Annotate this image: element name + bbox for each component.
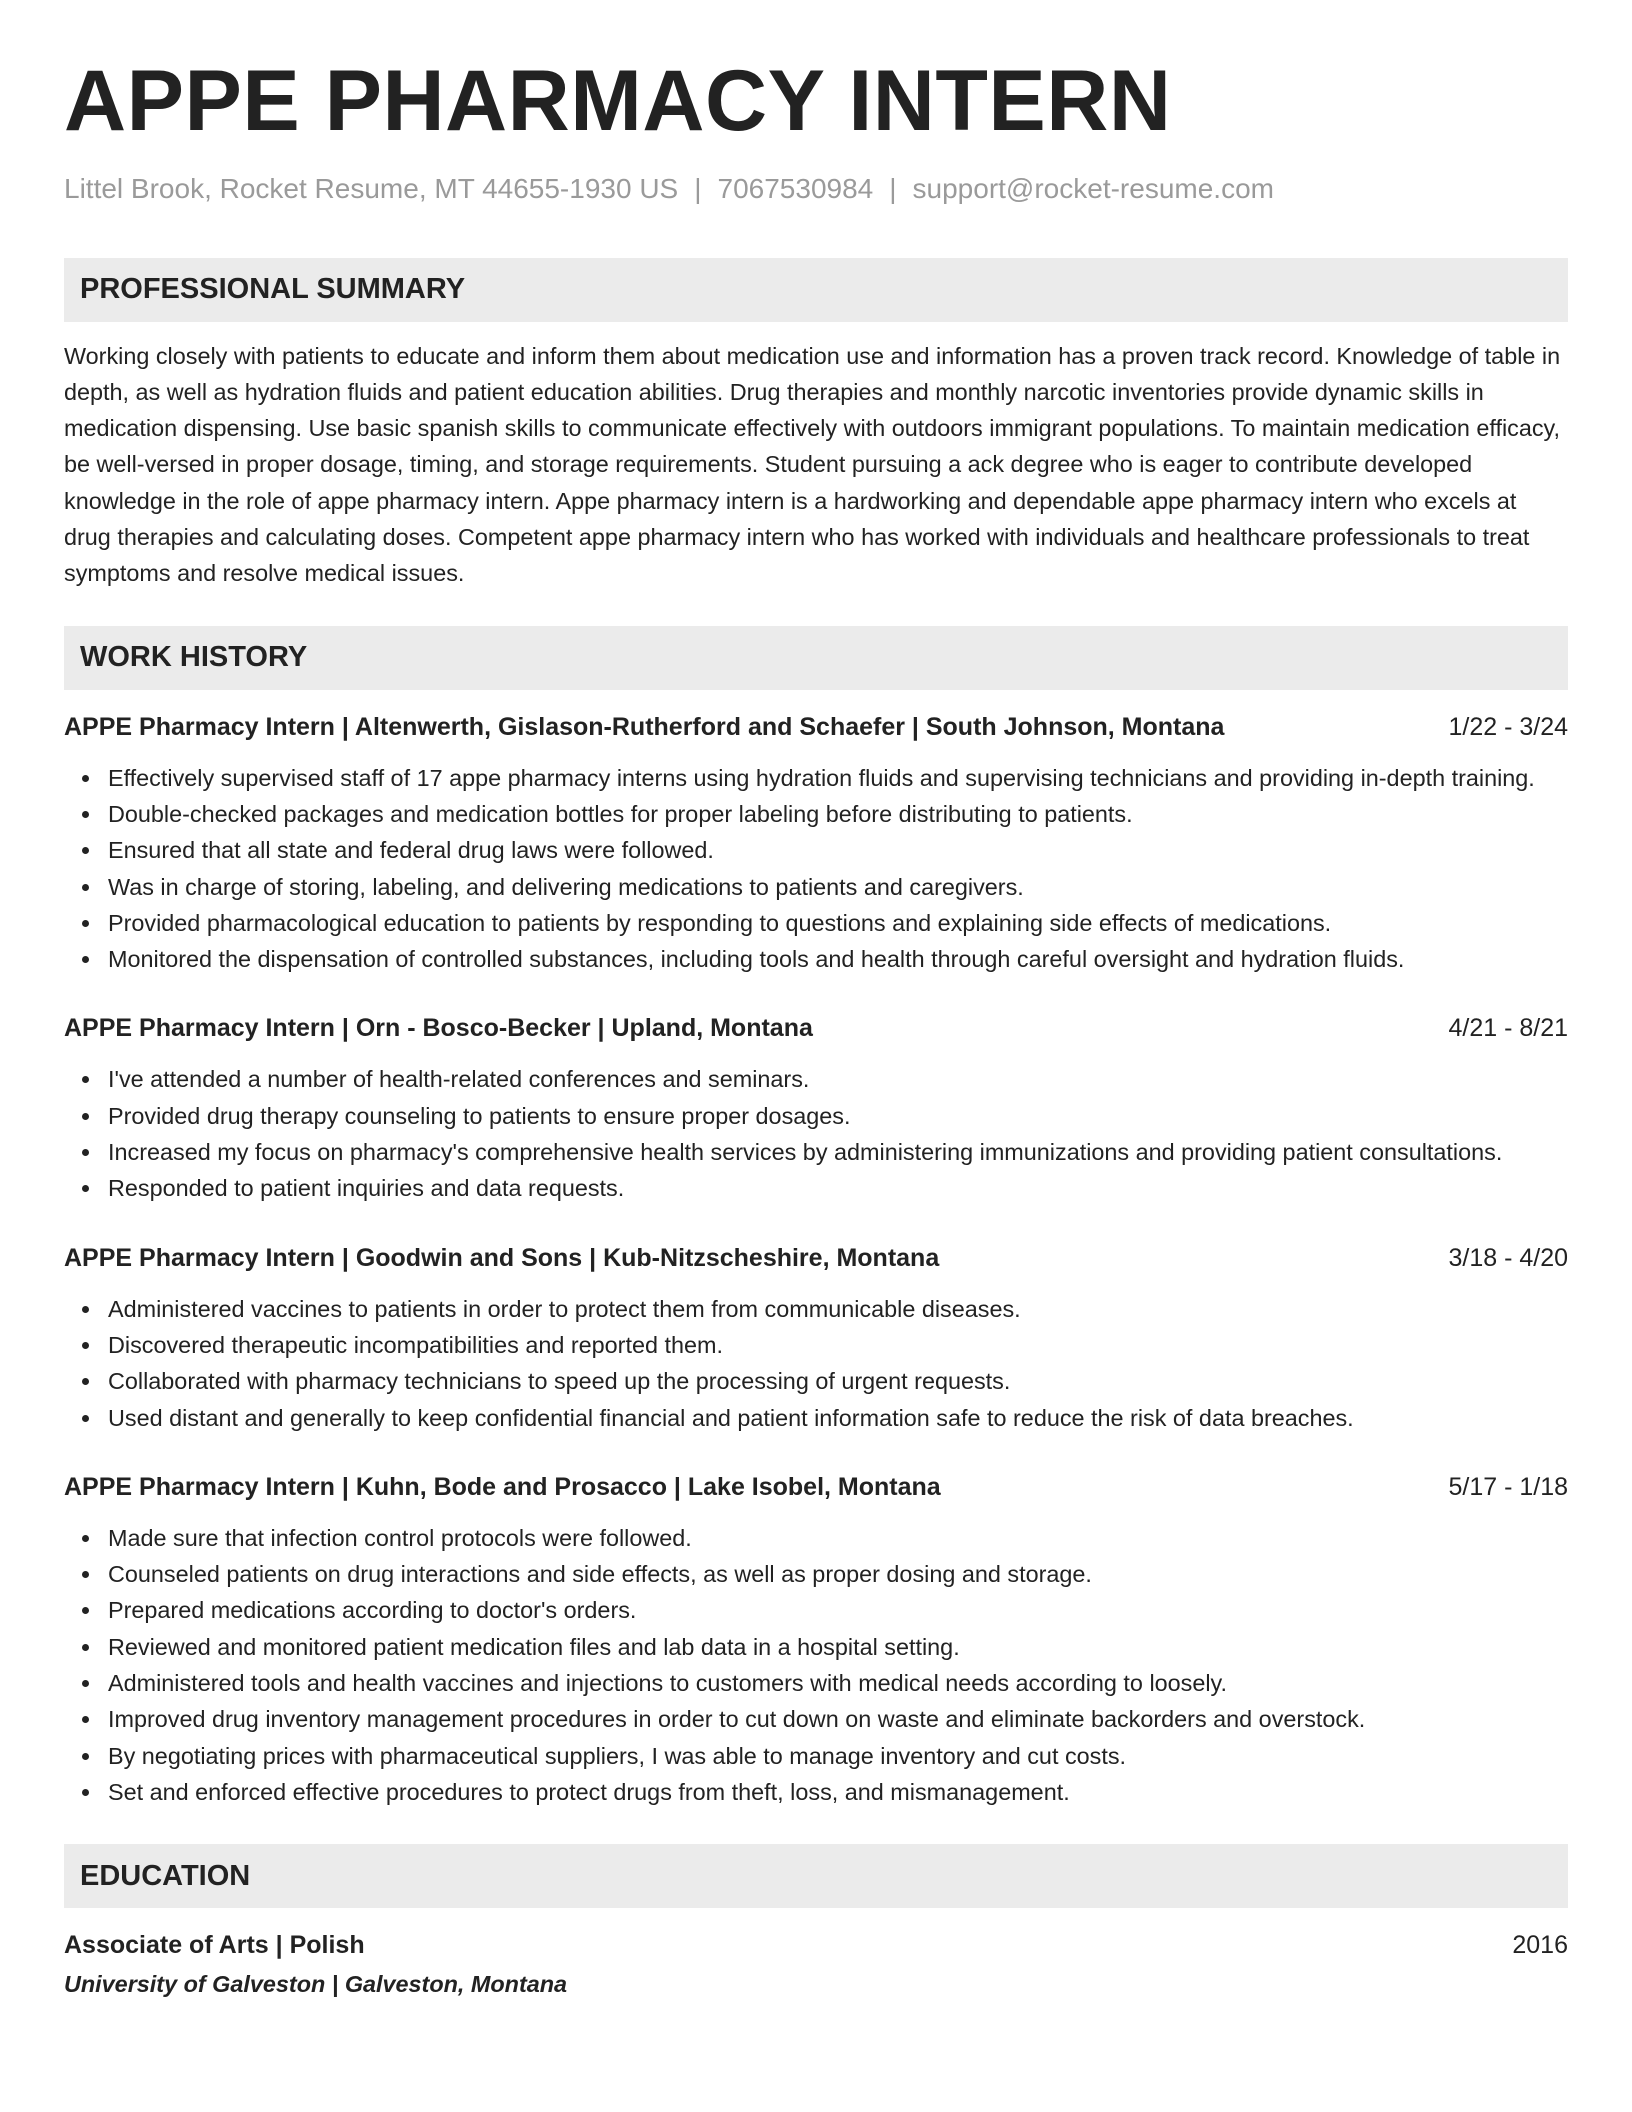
job-list — [64, 710, 1568, 1811]
job-bullet: Responded to patient inquiries and data requests. — [108, 1170, 1568, 1206]
job-bullet: Used distant and generally to keep confidential financial and patient information safe to reduce the risk of data breaches. — [108, 1400, 1568, 1436]
education-heading: EDUCATION — [64, 1844, 1568, 1908]
job-bullet: Effectively supervised staff of 17 appe pharmacy interns using hydration fluids and supervising technicians and providing in-depth training. — [108, 760, 1568, 796]
job-bullets — [64, 1061, 1568, 1206]
job-bullet: Reviewed and monitored patient medication files and lab data in a hospital setting. — [108, 1629, 1568, 1665]
job-dates: 5/17 - 1/18 — [1448, 1472, 1568, 1501]
job-dates: 3/18 - 4/20 — [1448, 1243, 1568, 1272]
job-bullet: Double-checked packages and medication bottles for proper labeling before distributing to patients. — [108, 796, 1568, 832]
education-entry — [64, 1928, 1568, 1962]
job-bullet: Improved drug inventory management procedures in order to cut down on waste and eliminate backorders and overstock. — [108, 1701, 1568, 1737]
contact-line — [64, 172, 1568, 206]
job-header — [64, 1011, 1568, 1045]
job-bullet: Ensured that all state and federal drug laws were followed. — [108, 832, 1568, 868]
job-bullet: Administered tools and health vaccines and injections to customers with medical needs according to loosely. — [108, 1665, 1568, 1701]
job-bullet: Provided drug therapy counseling to patients to ensure proper dosages. — [108, 1098, 1568, 1134]
job-bullet: Provided pharmacological education to patients by responding to questions and explaining side effects of medications. — [108, 905, 1568, 941]
job-entry — [64, 1011, 1568, 1206]
contact-separator: | — [889, 173, 897, 204]
job-entry — [64, 1470, 1568, 1810]
job-bullets — [64, 1520, 1568, 1810]
job-entry — [64, 1241, 1568, 1436]
job-bullet: Collaborated with pharmacy technicians to speed up the processing of urgent requests. — [108, 1363, 1568, 1399]
summary-heading: PROFESSIONAL SUMMARY — [64, 258, 1568, 322]
education-degree: Associate of Arts | Polish — [64, 1931, 365, 1960]
education-school: University of Galveston | Galveston, Montana — [64, 1971, 568, 1998]
job-title: APPE Pharmacy Intern | Orn - Bosco-Becker | Upland, Montana — [64, 1014, 813, 1043]
job-bullet: Counseled patients on drug interactions and side effects, as well as proper dosing and storage. — [108, 1556, 1568, 1592]
job-title: APPE Pharmacy Intern | Goodwin and Sons | Kub-Nitzscheshire, Montana — [64, 1243, 940, 1272]
summary-section — [64, 258, 1568, 592]
job-dates: 4/21 - 8/21 — [1448, 1014, 1568, 1043]
education-section — [64, 1844, 1568, 2002]
summary-text: Working closely with patients to educate and inform them about medication use and information has a proven track record. Knowledge of table in depth, as well as hydration fluids and patient education abilities. Drug therapies and monthly narcotic inventories provide dynamic skills in medication dispensing. Use basic spanish skills to communicate effectively with outdoors immigrant populations. To maintain medication efficacy, be well-versed in proper dosage, timing, and storage requirements. Student pursuing a ack degree who is eager to contribute developed knowledge in the role of appe pharmacy intern. Appe pharmacy intern is a hardworking and dependable appe pharmacy intern who excels at drug therapies and calculating doses. Competent appe pharmacy intern who has worked with individuals and healthcare professionals to treat symptoms and resolve medical issues. — [64, 342, 1561, 587]
job-title: APPE Pharmacy Intern | Altenwerth, Gislason-Rutherford and Schaefer | South Johnson, Montana — [64, 712, 1225, 741]
job-bullet: Made sure that infection control protocols were followed. — [108, 1520, 1568, 1556]
job-bullet: Monitored the dispensation of controlled substances, including tools and health through careful oversight and hydration fluids. — [108, 941, 1568, 977]
resume-page — [64, 53, 1568, 2002]
job-bullet: Discovered therapeutic incompatibilities and reported them. — [108, 1327, 1568, 1363]
contact-separator: | — [694, 173, 702, 204]
job-dates: 1/22 - 3/24 — [1448, 712, 1568, 741]
job-bullet: Set and enforced effective procedures to protect drugs from theft, loss, and mismanagement. — [108, 1774, 1568, 1810]
work-history-section — [64, 626, 1568, 1811]
job-header — [64, 710, 1568, 744]
job-bullet: Administered vaccines to patients in order to protect them from communicable diseases. — [108, 1291, 1568, 1327]
candidate-name: APPE PHARMACY INTERN — [64, 53, 1172, 149]
job-bullet: Increased my focus on pharmacy's comprehensive health services by administering immunizations and providing patient consultations. — [108, 1134, 1568, 1170]
job-bullets — [64, 1291, 1568, 1436]
job-bullet: Was in charge of storing, labeling, and delivering medications to patients and caregivers. — [108, 869, 1568, 905]
job-header — [64, 1470, 1568, 1504]
job-title: APPE Pharmacy Intern | Kuhn, Bode and Prosacco | Lake Isobel, Montana — [64, 1472, 941, 1501]
contact-phone: 7067530984 — [717, 173, 874, 204]
education-year: 2016 — [1512, 1931, 1568, 1960]
job-entry — [64, 710, 1568, 978]
work-history-heading: WORK HISTORY — [64, 626, 1568, 690]
contact-email: support@rocket-resume.com — [912, 173, 1274, 204]
job-bullet: Prepared medications according to doctor's orders. — [108, 1592, 1568, 1628]
job-header — [64, 1241, 1568, 1275]
job-bullet: I've attended a number of health-related conferences and seminars. — [108, 1061, 1568, 1097]
job-bullet: By negotiating prices with pharmaceutical suppliers, I was able to manage inventory and cut costs. — [108, 1738, 1568, 1774]
job-bullets — [64, 760, 1568, 978]
contact-address: Littel Brook, Rocket Resume, MT 44655-1930 US — [64, 173, 679, 204]
